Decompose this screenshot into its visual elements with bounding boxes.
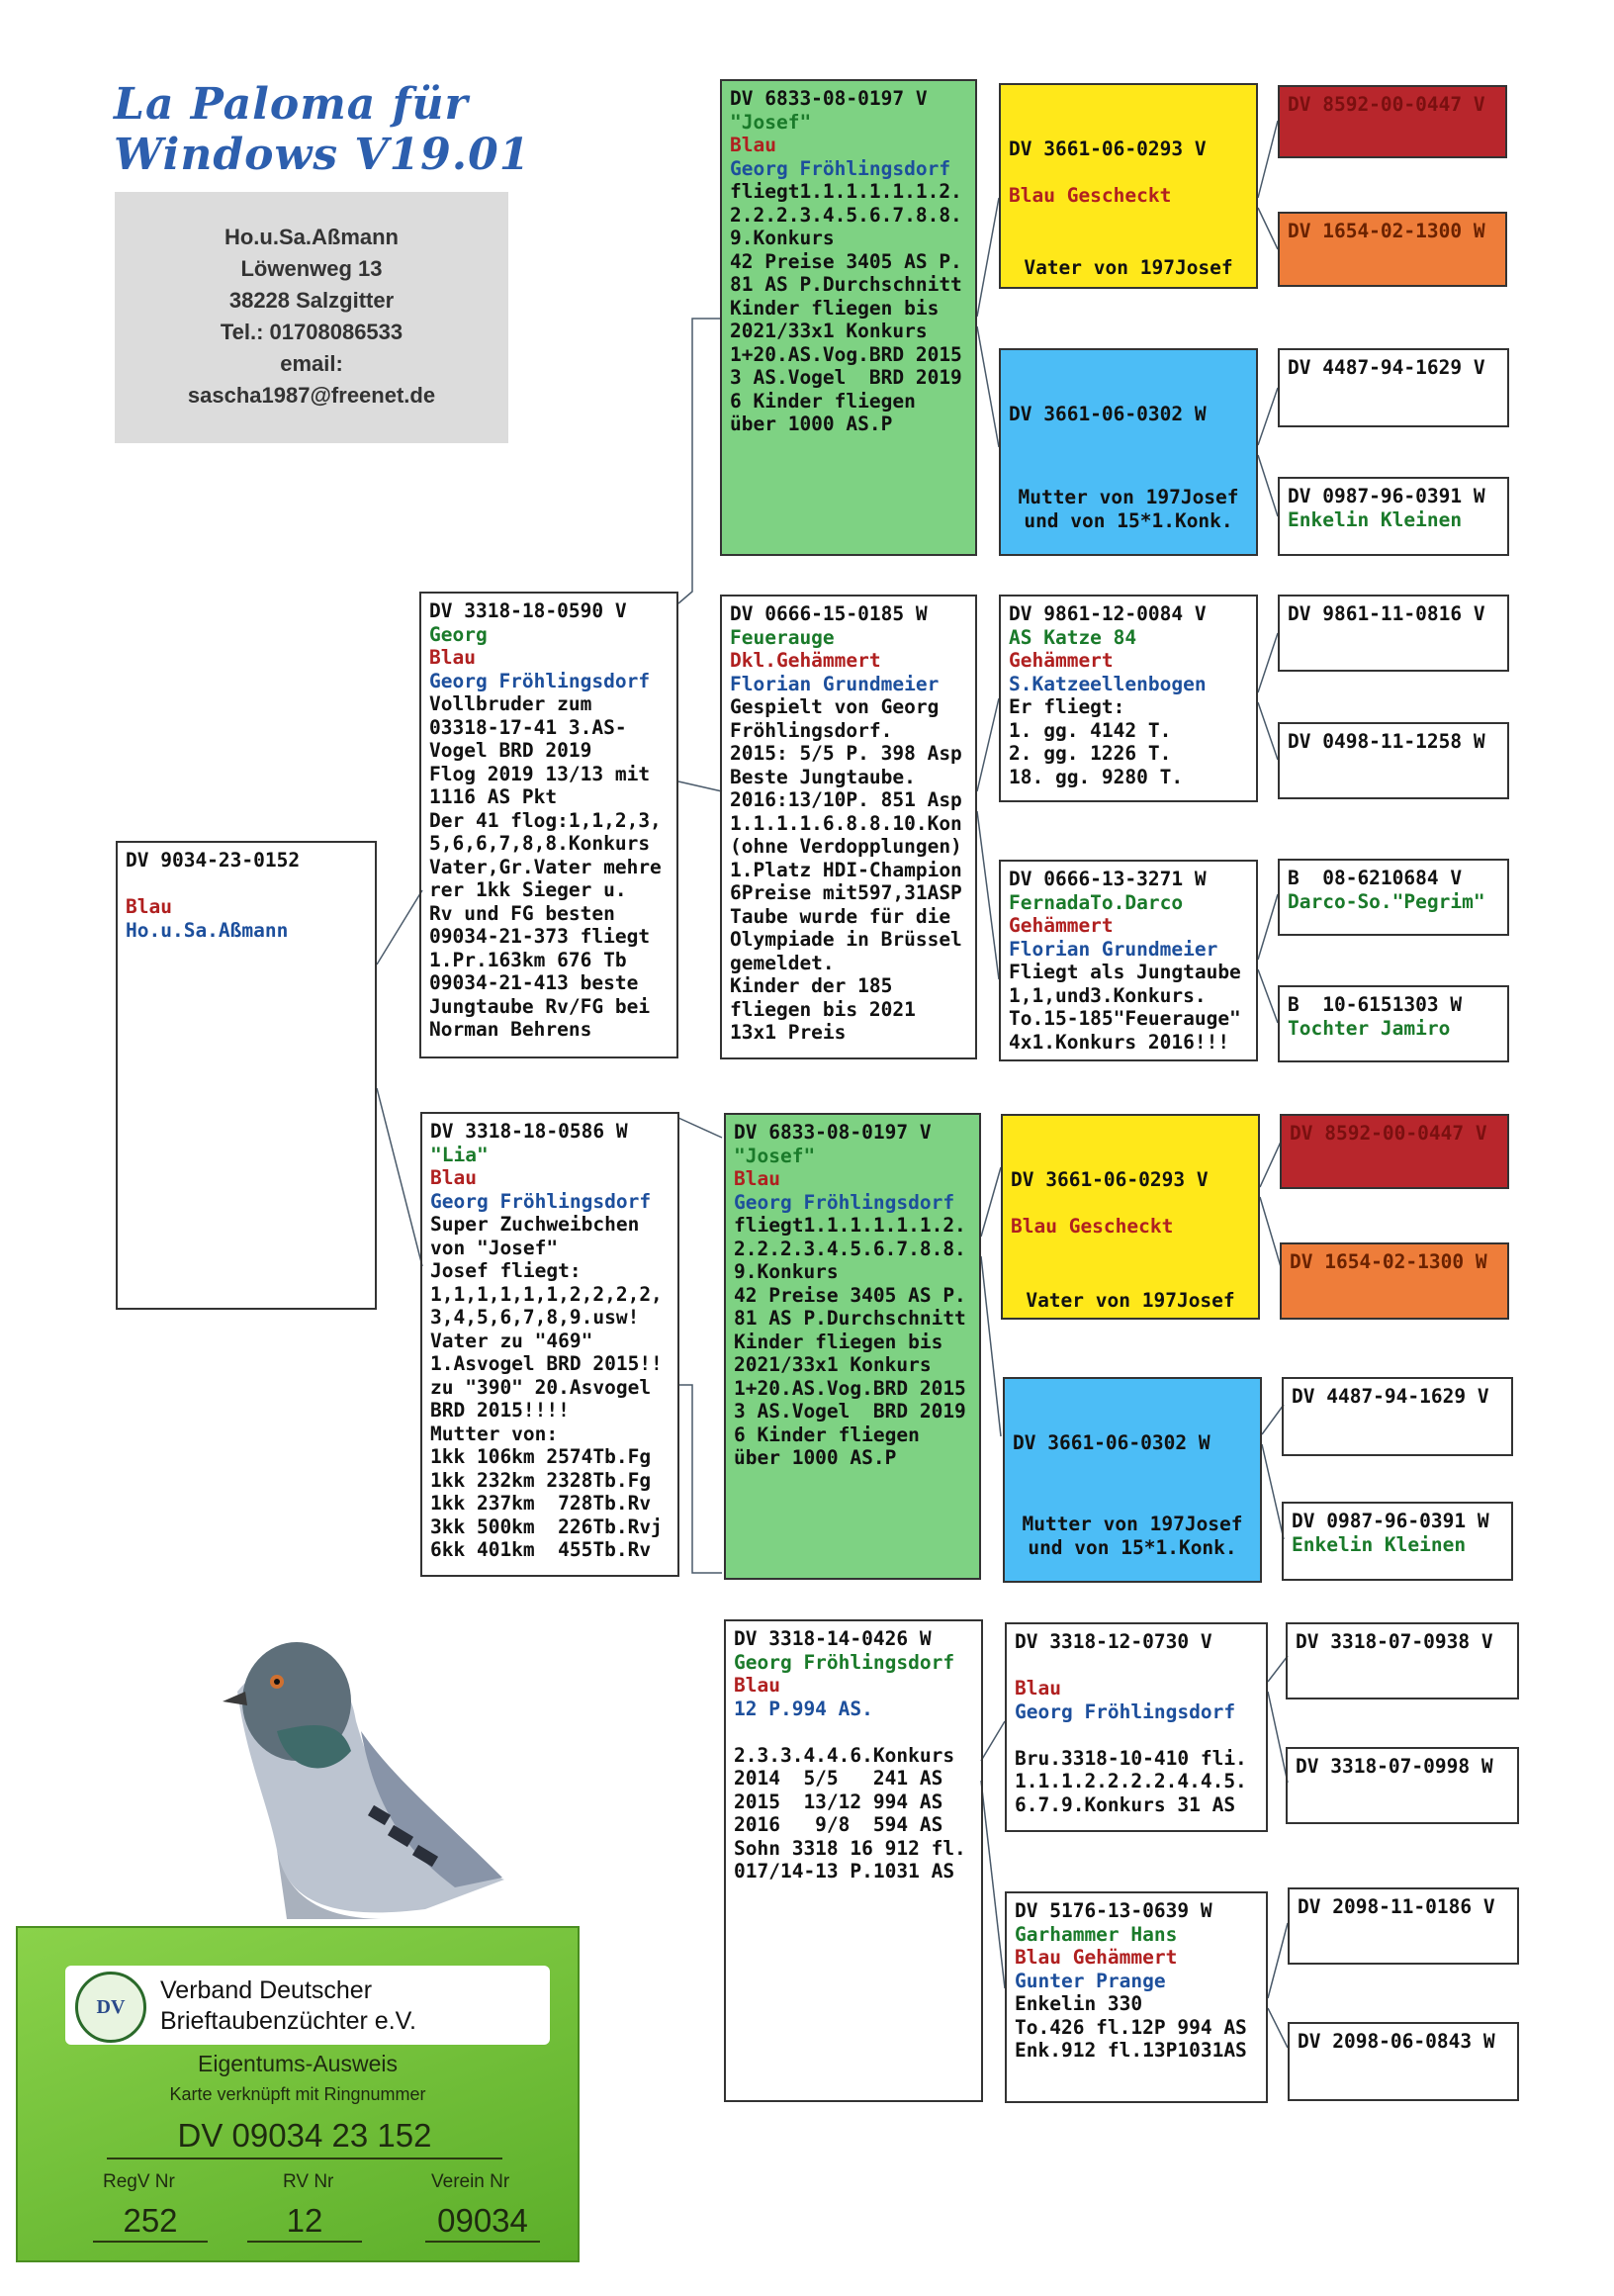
pedigree-line: DV 8592-00-0447 V (1290, 1122, 1487, 1145)
pedigree-line: 2.3.3.4.4.6.Konkurs (734, 1743, 955, 1767)
connector-g3-g4-16 (1268, 2008, 1288, 2048)
association-logo: DV (75, 1972, 146, 2043)
connector-g3-g4-12 (1262, 1444, 1284, 1539)
g3-box-4 (999, 860, 1258, 1061)
pedigree-line: 1.1.1.2.2.2.2.4.4.5. (1015, 1770, 1247, 1792)
pedigree-line: DV 0987-96-0391 W (1288, 485, 1485, 507)
pedigree-line: Gunter Prange (1015, 1969, 1166, 1992)
pedigree-line: Vollbruder zum (429, 692, 592, 715)
connector-g2-g3-3 (977, 698, 999, 791)
pedigree-line: Tochter Jamiro (1288, 1016, 1451, 1040)
pedigree-line: To.15-185"Feuerauge" (1009, 1007, 1241, 1030)
connector-g3-g4-13 (1268, 1656, 1288, 1682)
g3-box-6-note: Mutter von 197Josef und von 15*1.Konk. (1022, 1513, 1243, 1559)
pedigree-line: 3,4,5,6,7,8,9.usw! (430, 1306, 640, 1329)
pedigree-line: DV 3318-07-0938 V (1296, 1630, 1493, 1653)
pedigree-line: DV 3318-18-0586 W (430, 1120, 628, 1143)
pedigree-line: Josef fliegt: (430, 1259, 582, 1282)
pedigree-line: Blau Gehämmert (1015, 1946, 1178, 1969)
g3-box-2 (999, 348, 1258, 556)
pedigree-line: Jungtaube Rv/FG bei (429, 994, 651, 1018)
pigeon-image (129, 1622, 504, 1939)
pedigree-line: DV 6833-08-0197 V (730, 87, 928, 110)
pedigree-line: 13x1 Preis (730, 1021, 847, 1044)
owner-email-label: email: (280, 351, 343, 376)
pedigree-line: DV 8592-00-0447 V (1288, 93, 1485, 116)
pedigree-line: BRD 2015!!!! (430, 1399, 570, 1422)
pedigree-line: 2016:13/10P. 851 Asp (730, 788, 962, 811)
pedigree-line: 1+20.AS.Vog.BRD 2015 (734, 1376, 966, 1400)
pedigree-line: 6kk 401km 455Tb.Rv (430, 1538, 652, 1561)
g4-box-14 (1286, 1747, 1519, 1824)
pedigree-line: Georg (429, 622, 488, 646)
owner-city: 38228 Salzgitter (228, 288, 395, 313)
connector-dam-josef (678, 1118, 722, 1138)
pedigree-line (1015, 1723, 1258, 1747)
regv-value: 252 (93, 2201, 208, 2243)
sire-box (419, 592, 678, 1058)
g3-box-1 (999, 83, 1258, 289)
pedigree-line: (ohne Verdopplungen) (730, 835, 962, 858)
pedigree-line: 2021/33x1 Konkurs (734, 1353, 932, 1376)
pedigree-line: 1kk 232km 2328Tb.Fg (430, 1468, 652, 1492)
pedigree-line: fliegen bis 2021 (730, 997, 916, 1021)
grandsire-maternal-box (724, 1113, 981, 1580)
pedigree-line: Fliegt als Jungtaube (1009, 961, 1241, 983)
pedigree-line: 2021/33x1 Konkurs (730, 320, 928, 342)
pedigree-line: DV 3318-14-0426 W (734, 1627, 932, 1650)
pedigree-line: Georg Fröhlingsdorf (429, 669, 651, 692)
connector-dam-3318 (678, 1385, 722, 1573)
pedigree-line: Gehämmert (1009, 914, 1114, 937)
owner-email: sascha1987@freenet.de (187, 383, 436, 408)
pedigree-line: 2015: 5/5 P. 398 Asp (730, 742, 962, 765)
pedigree-line: Blau (126, 895, 172, 918)
pedigree-line: 6 Kinder fliegen (734, 1423, 920, 1446)
pedigree-line: 2.2.2.3.4.5.6.7.8.8. (734, 1237, 966, 1260)
connector-g2-g3-5 (981, 1167, 1001, 1237)
pedigree-line (1009, 161, 1248, 185)
g4-box-6 (1278, 722, 1509, 799)
pedigree-line: Blau (734, 1674, 780, 1697)
pedigree-line: gemeldet. (730, 951, 835, 974)
ownership-card (16, 1926, 580, 2262)
connector-g3-g4-5 (1258, 633, 1278, 692)
pedigree-line: B 10-6151303 W (1288, 993, 1463, 1016)
g3-box-6-lines (1013, 1431, 1252, 1455)
pedigree-line: DV 0498-11-1258 W (1288, 730, 1485, 753)
pedigree-line: Georg Fröhlingsdorf (730, 156, 951, 180)
pedigree-line: Enk.912 fl.13P1031AS (1015, 2039, 1247, 2062)
g4-box-9 (1280, 1114, 1509, 1189)
pedigree-line: Fröhlingsdorf. (730, 718, 893, 742)
pedigree-line: DV 3661-06-0293 V (1011, 1168, 1209, 1191)
pedigree-line: 42 Preise 3405 AS P. (730, 249, 962, 273)
pedigree-line: 6Preise mit597,31ASP (730, 881, 962, 904)
g4-box-12 (1282, 1502, 1513, 1581)
pedigree-line: DV 0987-96-0391 W (1292, 1510, 1489, 1532)
connector-g2-g3-2 (977, 326, 999, 447)
pedigree-line: Mutter von: (430, 1422, 559, 1445)
card-header (65, 1966, 550, 2045)
pedigree-line: Super Zuchweibchen (430, 1213, 640, 1236)
rv-value: 12 (247, 2201, 362, 2243)
pedigree-line: Kinder der 185 (730, 974, 893, 997)
owner-name: Ho.u.Sa.Aßmann (224, 225, 399, 249)
verein-value: 09034 (425, 2201, 540, 2243)
pedigree-line: "Josef" (730, 110, 812, 134)
rv-label: RV Nr (283, 2171, 334, 2192)
g4-box-10 (1280, 1242, 1509, 1320)
g4-box-13 (1286, 1622, 1519, 1699)
pedigree-line: DV 4487-94-1629 V (1292, 1385, 1489, 1408)
pedigree-line: 3kk 500km 226Tb.Rvj (430, 1515, 663, 1538)
g3-box-1-lines (1009, 138, 1248, 208)
g4-box-16 (1288, 2022, 1519, 2101)
connector-sire-feuerauge (678, 781, 722, 791)
pedigree-line: 2015 13/12 994 AS (734, 1790, 943, 1813)
pedigree-line: rer 1kk Sieger u. (429, 878, 627, 901)
pedigree-line: zu "390" 20.Asvogel (430, 1375, 652, 1399)
pedigree-line: Olympiade in Brüssel (730, 928, 962, 951)
pedigree-line: Blau Gescheckt (1009, 184, 1172, 207)
pedigree-line: Dkl.Gehämmert (730, 649, 881, 672)
pedigree-line: Enkelin Kleinen (1288, 507, 1463, 531)
brand-title: La Paloma für Windows V19.01 (114, 79, 531, 180)
pedigree-line: Der 41 flog:1,1,2,3, (429, 808, 662, 832)
owner-phone: Tel.: 01708086533 (220, 320, 404, 344)
pedigree-line: Flog 2019 13/13 mit (429, 762, 651, 785)
pedigree-line: Taube wurde für die (730, 904, 951, 928)
connector-g3-g4-7 (1258, 894, 1278, 960)
pedigree-line: 1kk 237km 728Tb.Rv (430, 1492, 652, 1515)
g3-box-5-lines (1011, 1168, 1250, 1239)
pedigree-line: 3 AS.Vogel BRD 2019 (730, 366, 962, 389)
pedigree-line: 4x1.Konkurs 2016!!! (1009, 1030, 1230, 1054)
pedigree-line: Vogel BRD 2019 (429, 739, 592, 762)
grandsire-paternal-box (720, 79, 977, 556)
pedigree-line: Blau (1015, 1677, 1061, 1699)
connector-g3-g4-11 (1262, 1405, 1284, 1434)
pedigree-line: Gespielt von Georg (730, 695, 940, 718)
pedigree-line: 1+20.AS.Vog.BRD 2015 (730, 342, 962, 366)
pedigree-line: DV 1654-02-1300 W (1290, 1250, 1487, 1273)
pedigree-line: Blau (730, 134, 776, 156)
pedigree-line: DV 2098-06-0843 W (1298, 2030, 1495, 2053)
pedigree-line: 18. gg. 9280 T. (1009, 765, 1184, 788)
pedigree-line: Garhammer Hans (1015, 1922, 1178, 1946)
pedigree-line: 017/14-13 P.1031 AS (734, 1860, 955, 1883)
pedigree-line: 1kk 106km 2574Tb.Fg (430, 1445, 652, 1468)
pedigree-line: DV 9861-12-0084 V (1009, 602, 1207, 625)
pedigree-line: 81 AS P.Durchschnitt (730, 273, 962, 296)
pedigree-line: To.426 fl.12P 994 AS (1015, 2015, 1247, 2039)
pedigree-line: 81 AS P.Durchschnitt (734, 1307, 966, 1330)
g3-box-3 (999, 595, 1258, 802)
g4-box-2 (1278, 212, 1507, 287)
pedigree-line: fliegt1.1.1.1.1.1.2. (730, 180, 962, 203)
pedigree-line: 42 Preise 3405 AS P. (734, 1283, 966, 1307)
pedigree-line: Er fliegt: (1009, 695, 1125, 718)
pedigree-line: Vater,Gr.Vater mehre (429, 855, 662, 878)
g4-box-8 (1278, 985, 1509, 1062)
pedigree-line: DV 5176-13-0639 W (1015, 1899, 1212, 1922)
g4-box-7 (1278, 859, 1509, 936)
pedigree-line: B 08-6210684 V (1288, 867, 1463, 889)
pedigree-line: Ho.u.Sa.Aßmann (126, 918, 289, 942)
pedigree-line: Kinder fliegen bis (734, 1330, 943, 1353)
pedigree-line: 6.7.9.Konkurs 31 AS (1015, 1792, 1236, 1816)
pedigree-line: Blau Gescheckt (1011, 1215, 1174, 1238)
pedigree-line: Florian Grundmeier (1009, 937, 1218, 961)
pedigree-line: 2.2.2.3.4.5.6.7.8.8. (730, 203, 962, 227)
pedigree-line: 2. gg. 1226 T. (1009, 742, 1172, 765)
pedigree-line: FernadaTo.Darco (1009, 890, 1184, 914)
pedigree-line: Georg Fröhlingsdorf (734, 1190, 955, 1214)
pedigree-line: 09034-21-413 beste (429, 971, 639, 994)
granddam-maternal-box (724, 1619, 983, 2102)
pedigree-line: 5,6,6,7,8,8.Konkurs (429, 832, 651, 855)
connector-g2-g3-4 (977, 811, 999, 979)
pedigree-line: DV 4487-94-1629 V (1288, 356, 1485, 379)
pedigree-line: Blau (429, 646, 476, 669)
pedigree-line: Georg Fröhlingsdorf (430, 1189, 652, 1213)
pedigree-line: Darco-So."Pegrim" (1288, 889, 1485, 913)
connector-g2-g3-6 (981, 1256, 1001, 1436)
g4-box-4 (1278, 477, 1509, 556)
association-name (160, 1975, 416, 2037)
pedigree-line: DV 6833-08-0197 V (734, 1121, 932, 1144)
pedigree-line (126, 872, 367, 896)
pedigree-line: 1. gg. 4142 T. (1009, 718, 1172, 742)
pedigree-line: Blau (430, 1166, 477, 1189)
g3-box-8 (1005, 1891, 1268, 2103)
pedigree-line: Feuerauge (730, 625, 835, 649)
pedigree-line: DV 3318-18-0590 V (429, 599, 627, 622)
association-name-line2: Brieftaubenzüchter e.V. (160, 2007, 416, 2035)
pedigree-line: Georg Fröhlingsdorf (734, 1650, 955, 1674)
card-subtitle: Karte verknüpft mit Ringnummer (169, 2084, 426, 2104)
pedigree-line: 1116 AS Pkt (429, 785, 558, 808)
pedigree-line: 1.Asvogel BRD 2015!! (430, 1352, 663, 1375)
connector-g3-g4-6 (1258, 702, 1278, 760)
card-ring-number: DV 09034 23 152 (107, 2114, 502, 2159)
pedigree-line: Gehämmert (1009, 649, 1114, 672)
connector-g2-g3-8 (981, 1781, 1005, 1988)
main-bird-box (116, 841, 377, 1310)
pedigree-line: "Lia" (430, 1143, 489, 1166)
pedigree-line (1015, 1654, 1258, 1678)
pedigree-line: Vater zu "469" (430, 1329, 593, 1352)
dam-box (420, 1112, 679, 1577)
pedigree-line: DV 2098-11-0186 V (1298, 1895, 1495, 1918)
g3-box-2-note: Mutter von 197Josef und von 15*1.Konk. (1018, 486, 1239, 532)
pedigree-line: 9.Konkurs (730, 227, 835, 249)
connector-g3-g4-14 (1268, 1692, 1288, 1783)
pedigree-line: 12 P.994 AS. (734, 1697, 873, 1720)
pedigree-line: 9.Konkurs (734, 1260, 839, 1283)
pedigree-line: 1,1,und3.Konkurs. (1009, 983, 1207, 1007)
pedigree-line: 2014 5/5 241 AS (734, 1767, 943, 1790)
connector-g3-g4-2 (1258, 208, 1278, 249)
pedigree-line: DV 0666-13-3271 W (1009, 868, 1207, 890)
g3-box-6 (1003, 1377, 1262, 1583)
connector-g2-g3-1 (977, 198, 999, 317)
pedigree-line (734, 1720, 973, 1744)
connector-main-dam (377, 1088, 422, 1266)
connector-g3-g4-8 (1258, 969, 1278, 1023)
pedigree-line: Rv und FG besten (429, 901, 615, 925)
card-title: Eigentums-Ausweis (198, 2051, 398, 2076)
pedigree-line: 3 AS.Vogel BRD 2019 (734, 1400, 966, 1423)
pedigree-line: "Josef" (734, 1144, 816, 1167)
pedigree-line: Sohn 3318 16 912 fl. (734, 1836, 966, 1860)
g4-box-3 (1278, 348, 1509, 427)
pedigree-line: fliegt1.1.1.1.1.1.2. (734, 1214, 966, 1237)
pedigree-line: 1.Platz HDI-Champion (730, 858, 962, 881)
pedigree-line: Enkelin Kleinen (1292, 1532, 1467, 1556)
pedigree-line: 6 Kinder fliegen (730, 389, 916, 413)
pedigree-line: DV 3661-06-0293 V (1009, 138, 1207, 160)
pedigree-line: DV 3318-07-0998 W (1296, 1755, 1493, 1778)
connector-g3-g4-10 (1260, 1197, 1282, 1270)
pedigree-line: von "Josef" (430, 1236, 559, 1259)
pedigree-line: Norman Behrens (429, 1018, 592, 1041)
pedigree-line: über 1000 AS.P (730, 413, 893, 435)
pedigree-line: DV 3661-06-0302 W (1013, 1431, 1210, 1454)
g4-box-11 (1282, 1377, 1513, 1456)
pedigree-line: DV 0666-15-0185 W (730, 602, 928, 625)
pedigree-line: 2016 9/8 594 AS (734, 1813, 943, 1836)
pedigree-line: DV 1654-02-1300 W (1288, 220, 1485, 242)
pedigree-line: AS Katze 84 (1009, 625, 1137, 649)
pedigree-line: Beste Jungtaube. (730, 765, 916, 788)
pedigree-line: 1,1,1,1,1,1,2,2,2,2, (430, 1282, 663, 1306)
g3-box-5 (1001, 1114, 1260, 1320)
connector-g3-g4-9 (1260, 1140, 1282, 1187)
pedigree-line: Georg Fröhlingsdorf (1015, 1699, 1236, 1723)
g4-box-5 (1278, 595, 1509, 672)
pedigree-line: DV 3661-06-0302 W (1009, 403, 1207, 425)
pedigree-line: DV 9861-11-0816 V (1288, 602, 1485, 625)
g3-box-7 (1005, 1622, 1268, 1832)
g3-box-1-note: Vater von 197Josef (1024, 255, 1233, 279)
pedigree-line: Enkelin 330 (1015, 1992, 1143, 2015)
pedigree-line: Florian Grundmeier (730, 672, 940, 695)
g3-box-5-note: Vater von 197Josef (1026, 1288, 1235, 1312)
g3-box-2-lines (1009, 403, 1248, 426)
g4-box-1 (1278, 85, 1507, 158)
pedigree-line: 09034-21-373 fliegt (429, 925, 651, 948)
pedigree-line: über 1000 AS.P (734, 1446, 897, 1469)
g4-box-15 (1288, 1887, 1519, 1965)
verein-label: Verein Nr (431, 2171, 510, 2192)
connector-main-sire (377, 890, 422, 964)
connector-g3-g4-15 (1268, 1923, 1288, 1998)
association-name-line1: Verband Deutscher (160, 1976, 373, 2004)
pedigree-line: DV 3318-12-0730 V (1015, 1630, 1212, 1653)
owner-street: Löwenweg 13 (240, 256, 383, 281)
connector-sire-josef (678, 319, 722, 603)
regv-label: RegV Nr (103, 2171, 175, 2192)
pedigree-line: S.Katzeellenbogen (1009, 672, 1207, 695)
connector-g3-g4-1 (1258, 121, 1278, 198)
pedigree-line: Kinder fliegen bis (730, 296, 940, 320)
pedigree-line: 1.1.1.1.6.8.8.10.Kon (730, 811, 962, 835)
granddam-paternal-box (720, 595, 977, 1059)
pedigree-line: Bru.3318-10-410 fli. (1015, 1746, 1247, 1770)
connector-g2-g3-7 (981, 1721, 1005, 1761)
connector-g3-g4-4 (1258, 455, 1278, 516)
pedigree-line: 03318-17-41 3.AS- (429, 715, 627, 739)
pedigree-line (1011, 1192, 1250, 1216)
connector-g3-g4-3 (1258, 388, 1278, 445)
pedigree-line: Blau (734, 1167, 780, 1190)
pedigree-line: DV 9034-23-0152 (126, 849, 301, 872)
pedigree-line: 1.Pr.163km 676 Tb (429, 948, 627, 971)
